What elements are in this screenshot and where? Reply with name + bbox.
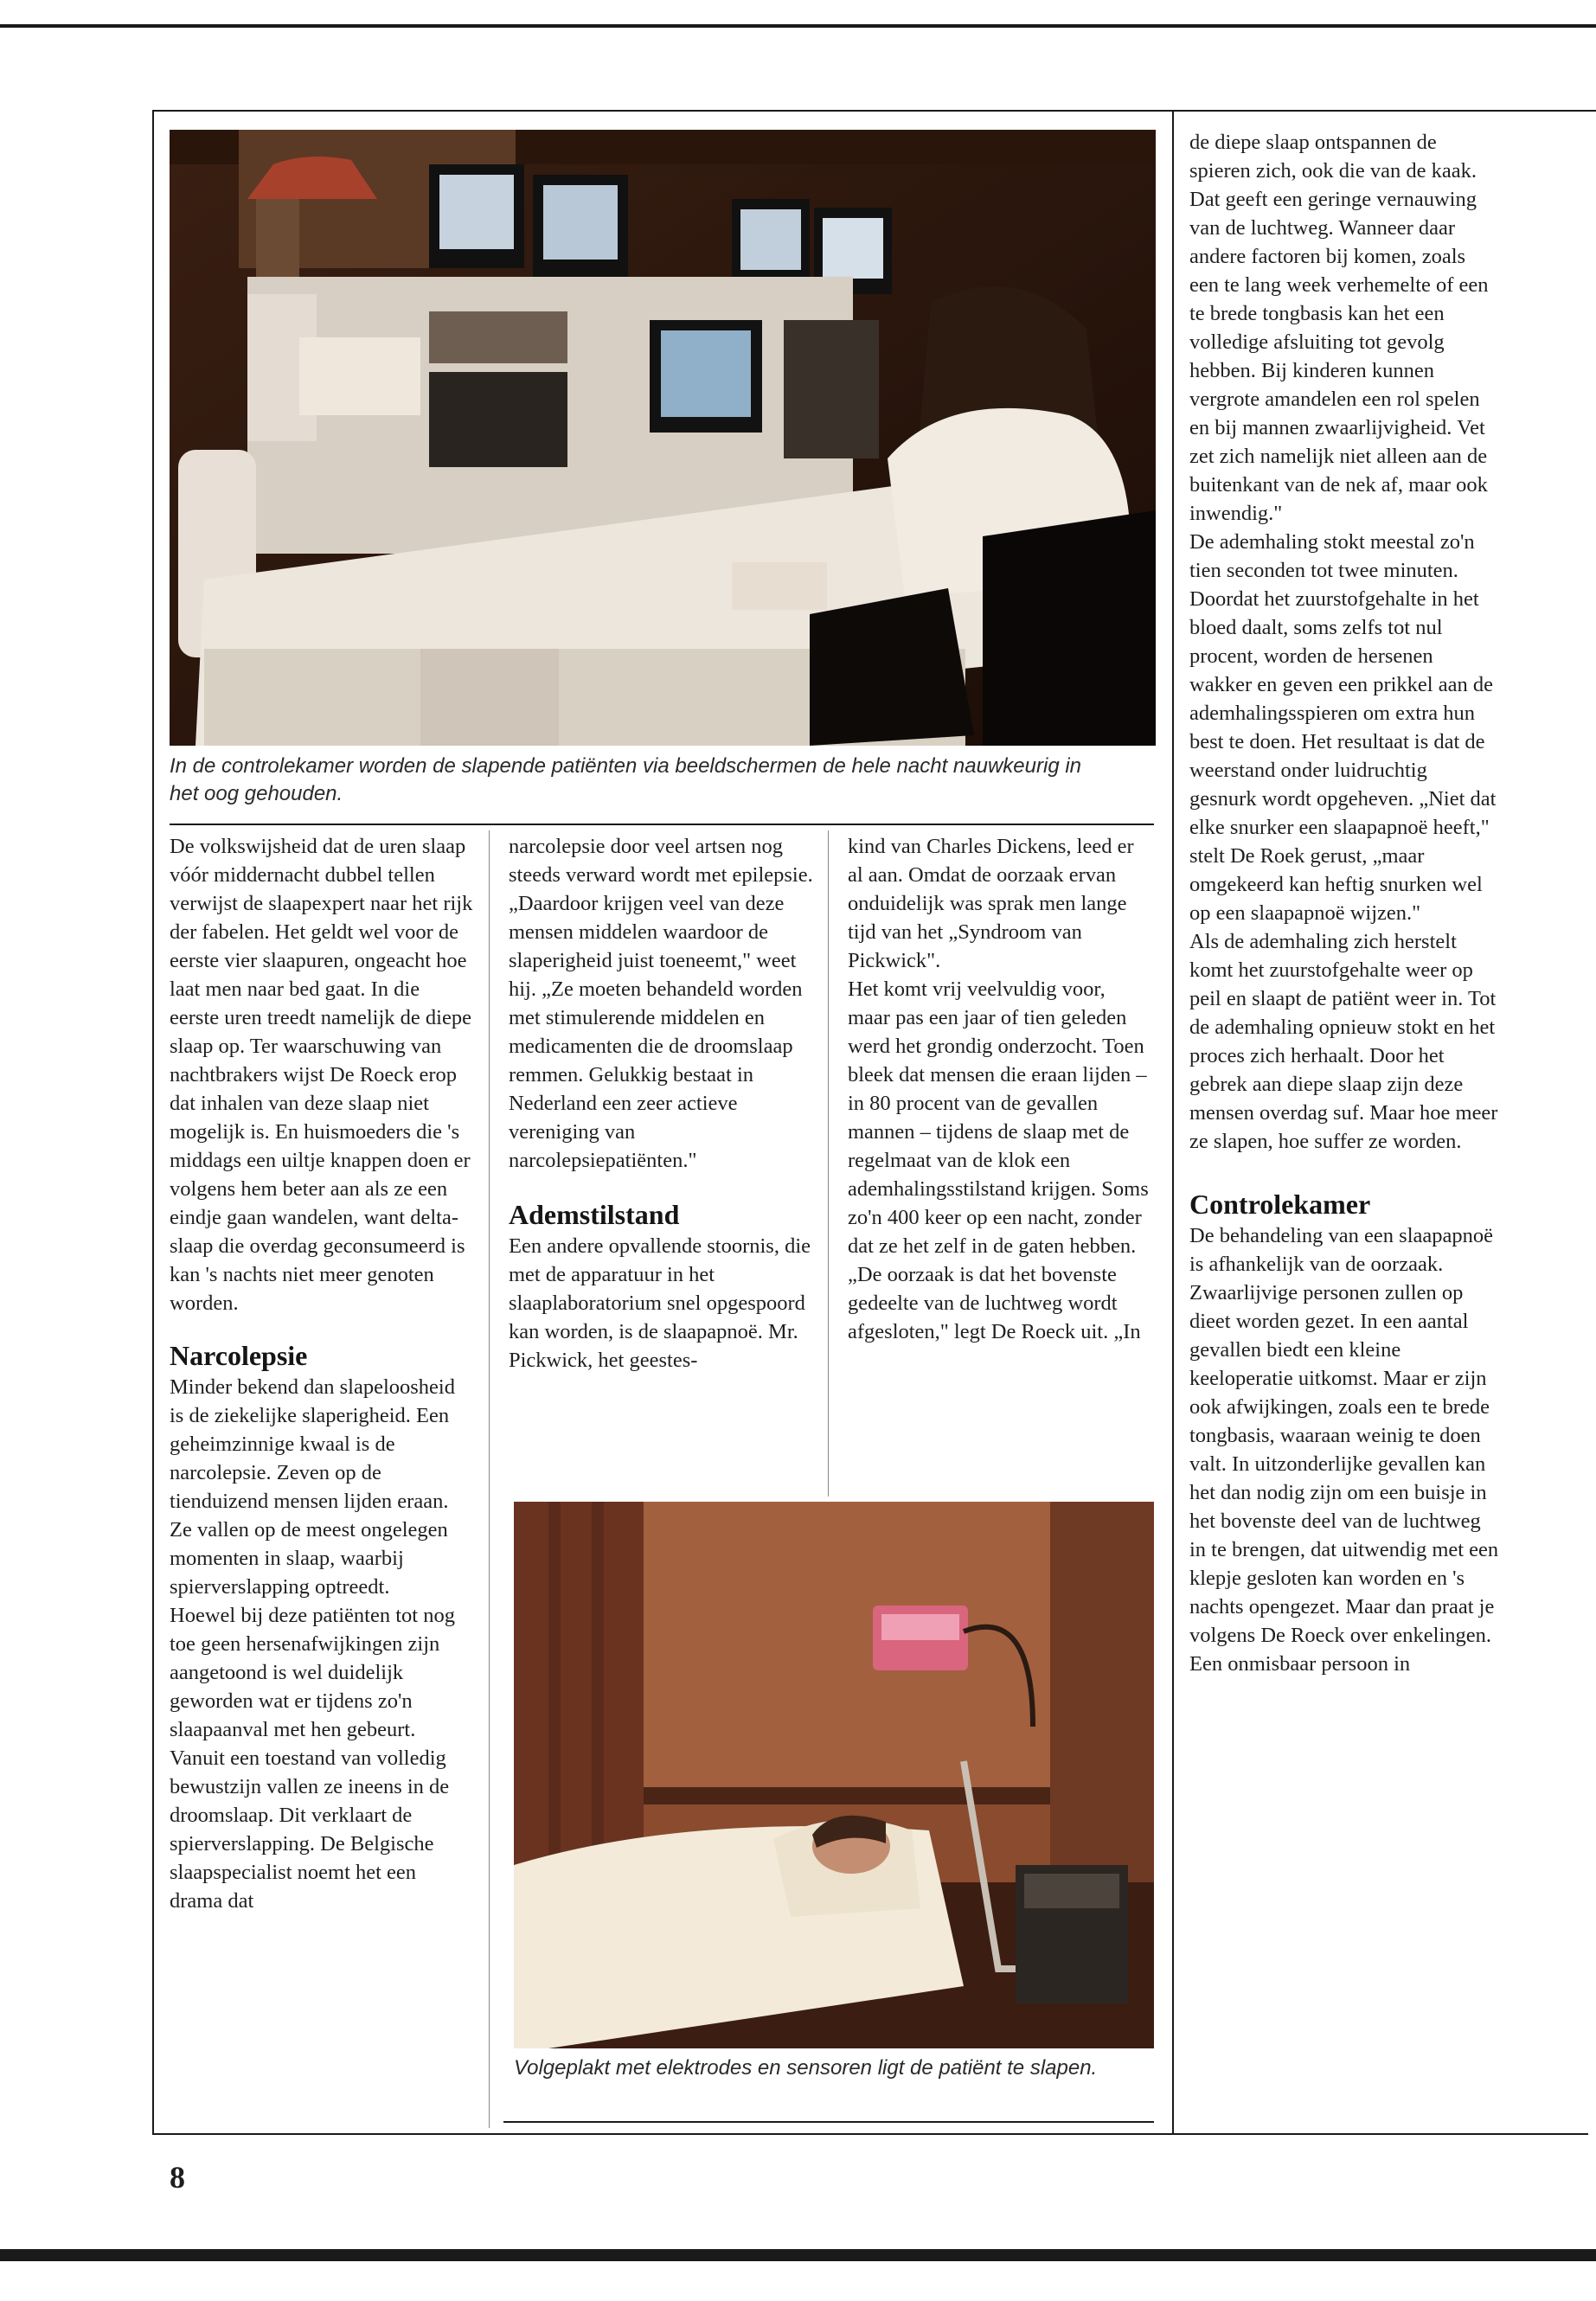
sleeping-patient-caption: Volgeplakt met elektrodes en sensoren ligt de patiënt te slapen. — [514, 2056, 1098, 2080]
column-1 — [170, 832, 474, 1915]
caption-divider — [170, 824, 1154, 825]
heading-controlekamer: Controlekamer — [1189, 1189, 1371, 1220]
column-4 — [1189, 128, 1499, 1678]
frame-line — [1172, 110, 1174, 2134]
paragraph: Hoewel bij deze patiënten tot nog toe geen hersenafwijkingen zijn aangetoond is wel duidelijk geworden wat er tijdens zo'n slaapaanval met hen gebeurt. Vanuit een toestand van volledig bewustzijn vallen ze ineens in de droomslaap. Dit verklaart de spierverslapping. De Belgische slaapspecialist noemt het een drama dat — [170, 1604, 455, 1913]
top-rule — [0, 24, 1596, 28]
paragraph: narcolepsie door veel artsen nog steeds verward wordt met epilepsie. „Daardoor krijgen veel van deze mensen middelen waardoor de slaperigheid juist toeneemt," weet hij. „Ze moeten behandeld worden met stimulerende middelen en medicamenten die de droomslaap remmen. Gelukkig bestaat in Nederland een zeer actieve vereniging van narcolepsiepatiënten." — [509, 835, 813, 1172]
sleeping-patient-photo — [514, 1502, 1154, 2048]
bottom-rule — [0, 2249, 1596, 2261]
paragraph: Als de ademhaling zich herstelt komt het zuurstofgehalte weer op peil en slaapt de patiënt weer in. Tot de ademhaling opnieuw stokt en het proces zich herhaalt. Door het gebrek aan diepe slaap zijn deze mensen overdag suf. Maar hoe meer ze slapen, hoe suffer ze worden. — [1189, 930, 1498, 1153]
frame-line — [152, 2133, 1588, 2135]
page-number: 8 — [170, 2160, 185, 2195]
control-room-photo — [170, 130, 1156, 746]
paragraph: De ademhaling stokt meestal zo'n tien seconden tot twee minuten. Doordat het zuurstofgehalte in het bloed daalt, soms zelfs tot nul procent, worden de hersenen wakker en geven een prikkel aan de ademhalingsspieren om extra hun best te doen. Het resultaat is dat de weerstand onder luidruchtig gesnurk wordt opgeheven. „Niet dat elke snurker een slaapapnoë heeft," stelt De Roek gerust, „maar omgekeerd kan heftig snurken wel op een slaapapnoë wijzen." — [1189, 530, 1497, 925]
paragraph: Een onmisbaar persoon in — [1189, 1652, 1411, 1676]
heading-ademstilstand: Ademstilstand — [509, 1199, 680, 1230]
caption-divider — [503, 2121, 1154, 2123]
control-room-caption: In de controlekamer worden de slapende patiënten via beeldschermen de hele nacht nauwkeurig in het oog gehouden. — [170, 754, 1082, 805]
paragraph: Een andere opvallende stoornis, die met de apparatuur in het slaaplaboratorium snel opgespoord kan worden, is de slaapapnoë. Mr. Pickwick, het geestes- — [509, 1234, 811, 1372]
paragraph: „De oorzaak is dat het bovenste gedeelte van de luchtweg wordt afgesloten," legt De Roeck uit. „In — [848, 1263, 1141, 1343]
frame-line — [152, 110, 154, 2134]
frame-line — [152, 110, 1596, 112]
paragraph: Minder bekend dan slapeloosheid is de ziekelijke slaperigheid. Een geheimzinnige kwaal is de narcolepsie. Zeven op de tienduizend mensen lijden eraan. Ze vallen op de meest ongelegen momenten in slaap, waarbij spierverslapping optreedt. — [170, 1375, 455, 1599]
paragraph: De volkswijsheid dat de uren slaap vóór middernacht dubbel tellen verwijst de slaapexpert naar het rijk der fabelen. Het geldt wel voor de eerste vier slaapuren, ongeacht hoe laat men naar bed gaat. In die eerste uren treedt namelijk de diepe slaap op. Ter waarschuwing van nachtbrakers wijst De Roeck erop dat inhalen van deze slaap niet mogelijk is. En huismoeders die 's middags een uiltje knappen doen er volgens hem beter aan als ze een eindje gaan wandelen, want delta-slaap die overdag geconsumeerd is kan 's nachts niet meer genoten worden. — [170, 835, 473, 1315]
heading-narcolepsie: Narcolepsie — [170, 1340, 308, 1371]
paragraph: kind van Charles Dickens, leed er al aan. Omdat de oorzaak ervan onduidelijk was sprak men lange tijd van het „Syndroom van Pickwick". — [848, 835, 1134, 972]
paragraph: De behandeling van een slaapapnoë is afhankelijk van de oorzaak. Zwaarlijvige personen zullen op dieet worden gezet. In een aantal gevallen biedt een kleine keeloperatie uitkomst. Maar er zijn ook afwijkingen, zoals een te brede tongbasis, waaraan weinig te doen valt. In uitzonderlijke gevallen kan het dan nodig zijn om een buisje in het bovenste deel van de luchtweg in te brengen, dat uitwendig met een klepje gesloten kan worden en 's nachts opengezet. Maar dan praat je volgens De Roeck over enkelingen. — [1189, 1224, 1499, 1647]
column-3 — [848, 832, 1152, 1346]
paragraph: Het komt vrij veelvuldig voor, maar pas een jaar of tien geleden werd het grondig onderzocht. Toen bleek dat mensen die eraan lijden – in 80 procent van de gevallen mannen – tijdens de slaap met de regelmaat van de klok een ademhalingsstilstand krijgen. Soms zo'n 400 keer op een nacht, zonder dat ze het zelf in de gaten hebben. — [848, 977, 1149, 1258]
column-2 — [509, 832, 816, 1375]
column-divider — [828, 830, 829, 1497]
paragraph: de diepe slaap ontspannen de spieren zich, ook die van de kaak. Dat geeft een geringe vernauwing van de luchtweg. Wanneer daar andere factoren bij komen, zoals een te lang week verhemelte of een te brede tongbasis kan het een volledige afsluiting tot gevolg hebben. Bij kinderen kunnen vergrote amandelen een rol spelen en bij mannen zwaarlijvigheid. Vet zet zich namelijk niet alleen aan de buitenkant van de nek af, maar ook inwendig." — [1189, 131, 1489, 525]
column-divider — [489, 830, 490, 2128]
